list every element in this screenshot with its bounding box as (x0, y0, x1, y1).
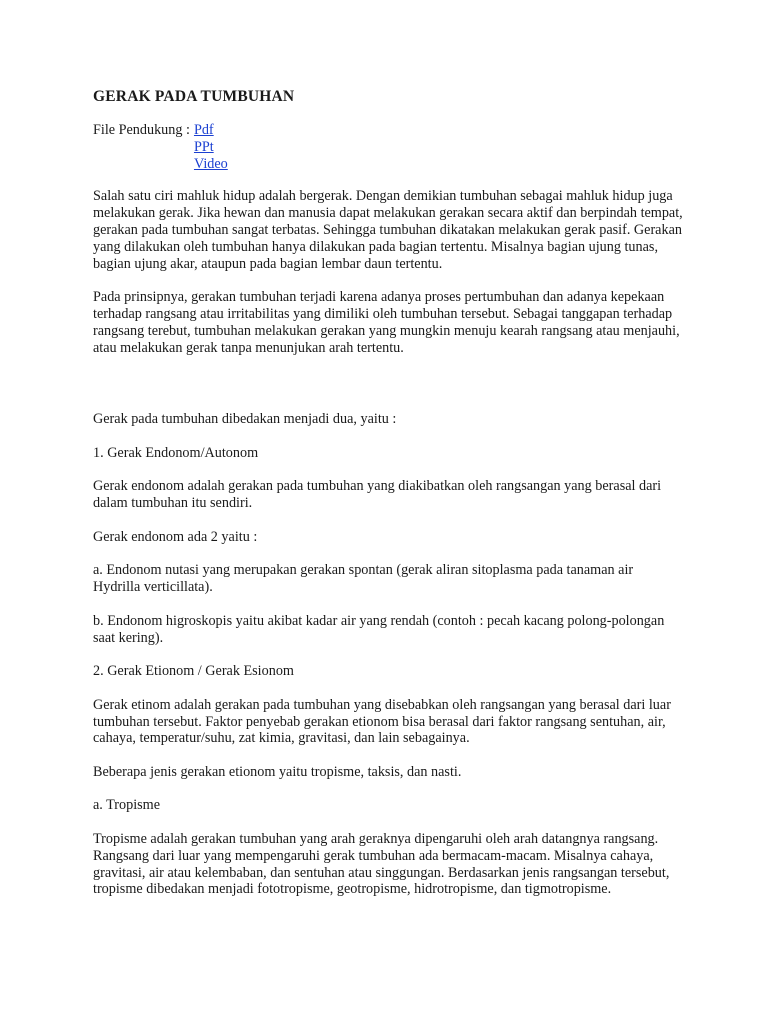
paragraph-division: Gerak pada tumbuhan dibedakan menjadi dua, yaitu : (93, 411, 397, 428)
blank-space (93, 373, 683, 411)
paragraph-etionom-def: Gerak etinom adalah gerakan pada tumbuhan yang disebabkan oleh rangsangan yang berasal dari luar tumbuhan tersebut. Faktor penyebab gerakan etionom bisa berasal dari faktor rangsang sentuhan, air, cahaya, temperatur/suhu, zat kimia, gravitasi, dan lain sebagainya. (93, 696, 671, 747)
paragraph-etionom-types: Beberapa jenis gerakan etionom yaitu tropisme, taksis, dan nasti. (93, 763, 462, 780)
document-page (93, 88, 683, 915)
pdf-link[interactable]: Pdf (193, 122, 214, 138)
paragraph-endonom-def: Gerak endonom adalah gerakan pada tumbuhan yang diakibatkan oleh rangsangan yang berasal dari dalam tumbuhan itu sendiri. (93, 478, 662, 512)
files-label: File Pendukung : (93, 122, 190, 138)
paragraph-endonom-higroskopis: b. Endonom higroskopis yaitu akibat kadar air yang rendah (contoh : pecah kacang polong-polongan saat kering). (93, 612, 665, 646)
heading-etionom: 2. Gerak Etionom / Gerak Esionom (93, 663, 294, 680)
paragraph-endonom-nutasi: a. Endonom nutasi yang merupakan gerakan spontan (gerak aliran sitoplasma pada tanaman air Hydrilla verticillata). (93, 562, 634, 596)
paragraph-tropisme-def: Tropisme adalah gerakan tumbuhan yang arah geraknya dipengaruhi oleh arah datangnya rangsang. Rangsang dari luar yang mempengaruhi gerak tumbuhan ada bermacam-macam. Misalnya cahaya, gravitasi, air atau kelembaban, dan sentuhan atau singgungan. Berdasarkan jenis rangsangan tersebut, tropisme dibedakan menjadi fototropisme, geotropisme, hidrotropisme, dan tigmotropisme. (93, 831, 670, 898)
ppt-link[interactable]: PPt (193, 138, 214, 155)
paragraph-endonom-types: Gerak endonom ada 2 yaitu : (93, 528, 258, 545)
heading-tropisme: a. Tropisme (93, 797, 161, 814)
heading-endonom: 1. Gerak Endonom/Autonom (93, 444, 259, 461)
video-link[interactable]: Video (193, 155, 228, 172)
file-links-list (194, 122, 228, 172)
supporting-files (93, 122, 683, 172)
paragraph-intro: Salah satu ciri mahluk hidup adalah bergerak. Dengan demikian tumbuhan sebagai mahluk hidup juga melakukan gerak. Jika hewan dan manusia dapat melakukan gerakan secara aktif dan berpindah tempat, gerakan pada tumbuhan sangat terbatas. Sehingga tumbuhan dikatakan melakukan gerak pasif. Gerakan yang dilakukan oleh tumbuhan hanya dilakukan pada bagian tertentu. Misalnya bagian ujung tunas, bagian ujung akar, ataupun pada bagian lembar daun tertentu. (93, 188, 683, 272)
paragraph-principle: Pada prinsipnya, gerakan tumbuhan terjadi karena adanya proses pertumbuhan dan adanya kepekaan terhadap rangsang atau irritabilitas yang dimiliki oleh tumbuhan tersebut. Sebagai tanggapan terhadap rangsang terebut, tumbuhan melakukan gerakan yang mungkin menuju kearah rangsang atau menjauhi, atau melakukan gerak tanpa menunjukan arah tertentu. (93, 289, 680, 356)
document-title: GERAK PADA TUMBUHAN (93, 88, 295, 105)
